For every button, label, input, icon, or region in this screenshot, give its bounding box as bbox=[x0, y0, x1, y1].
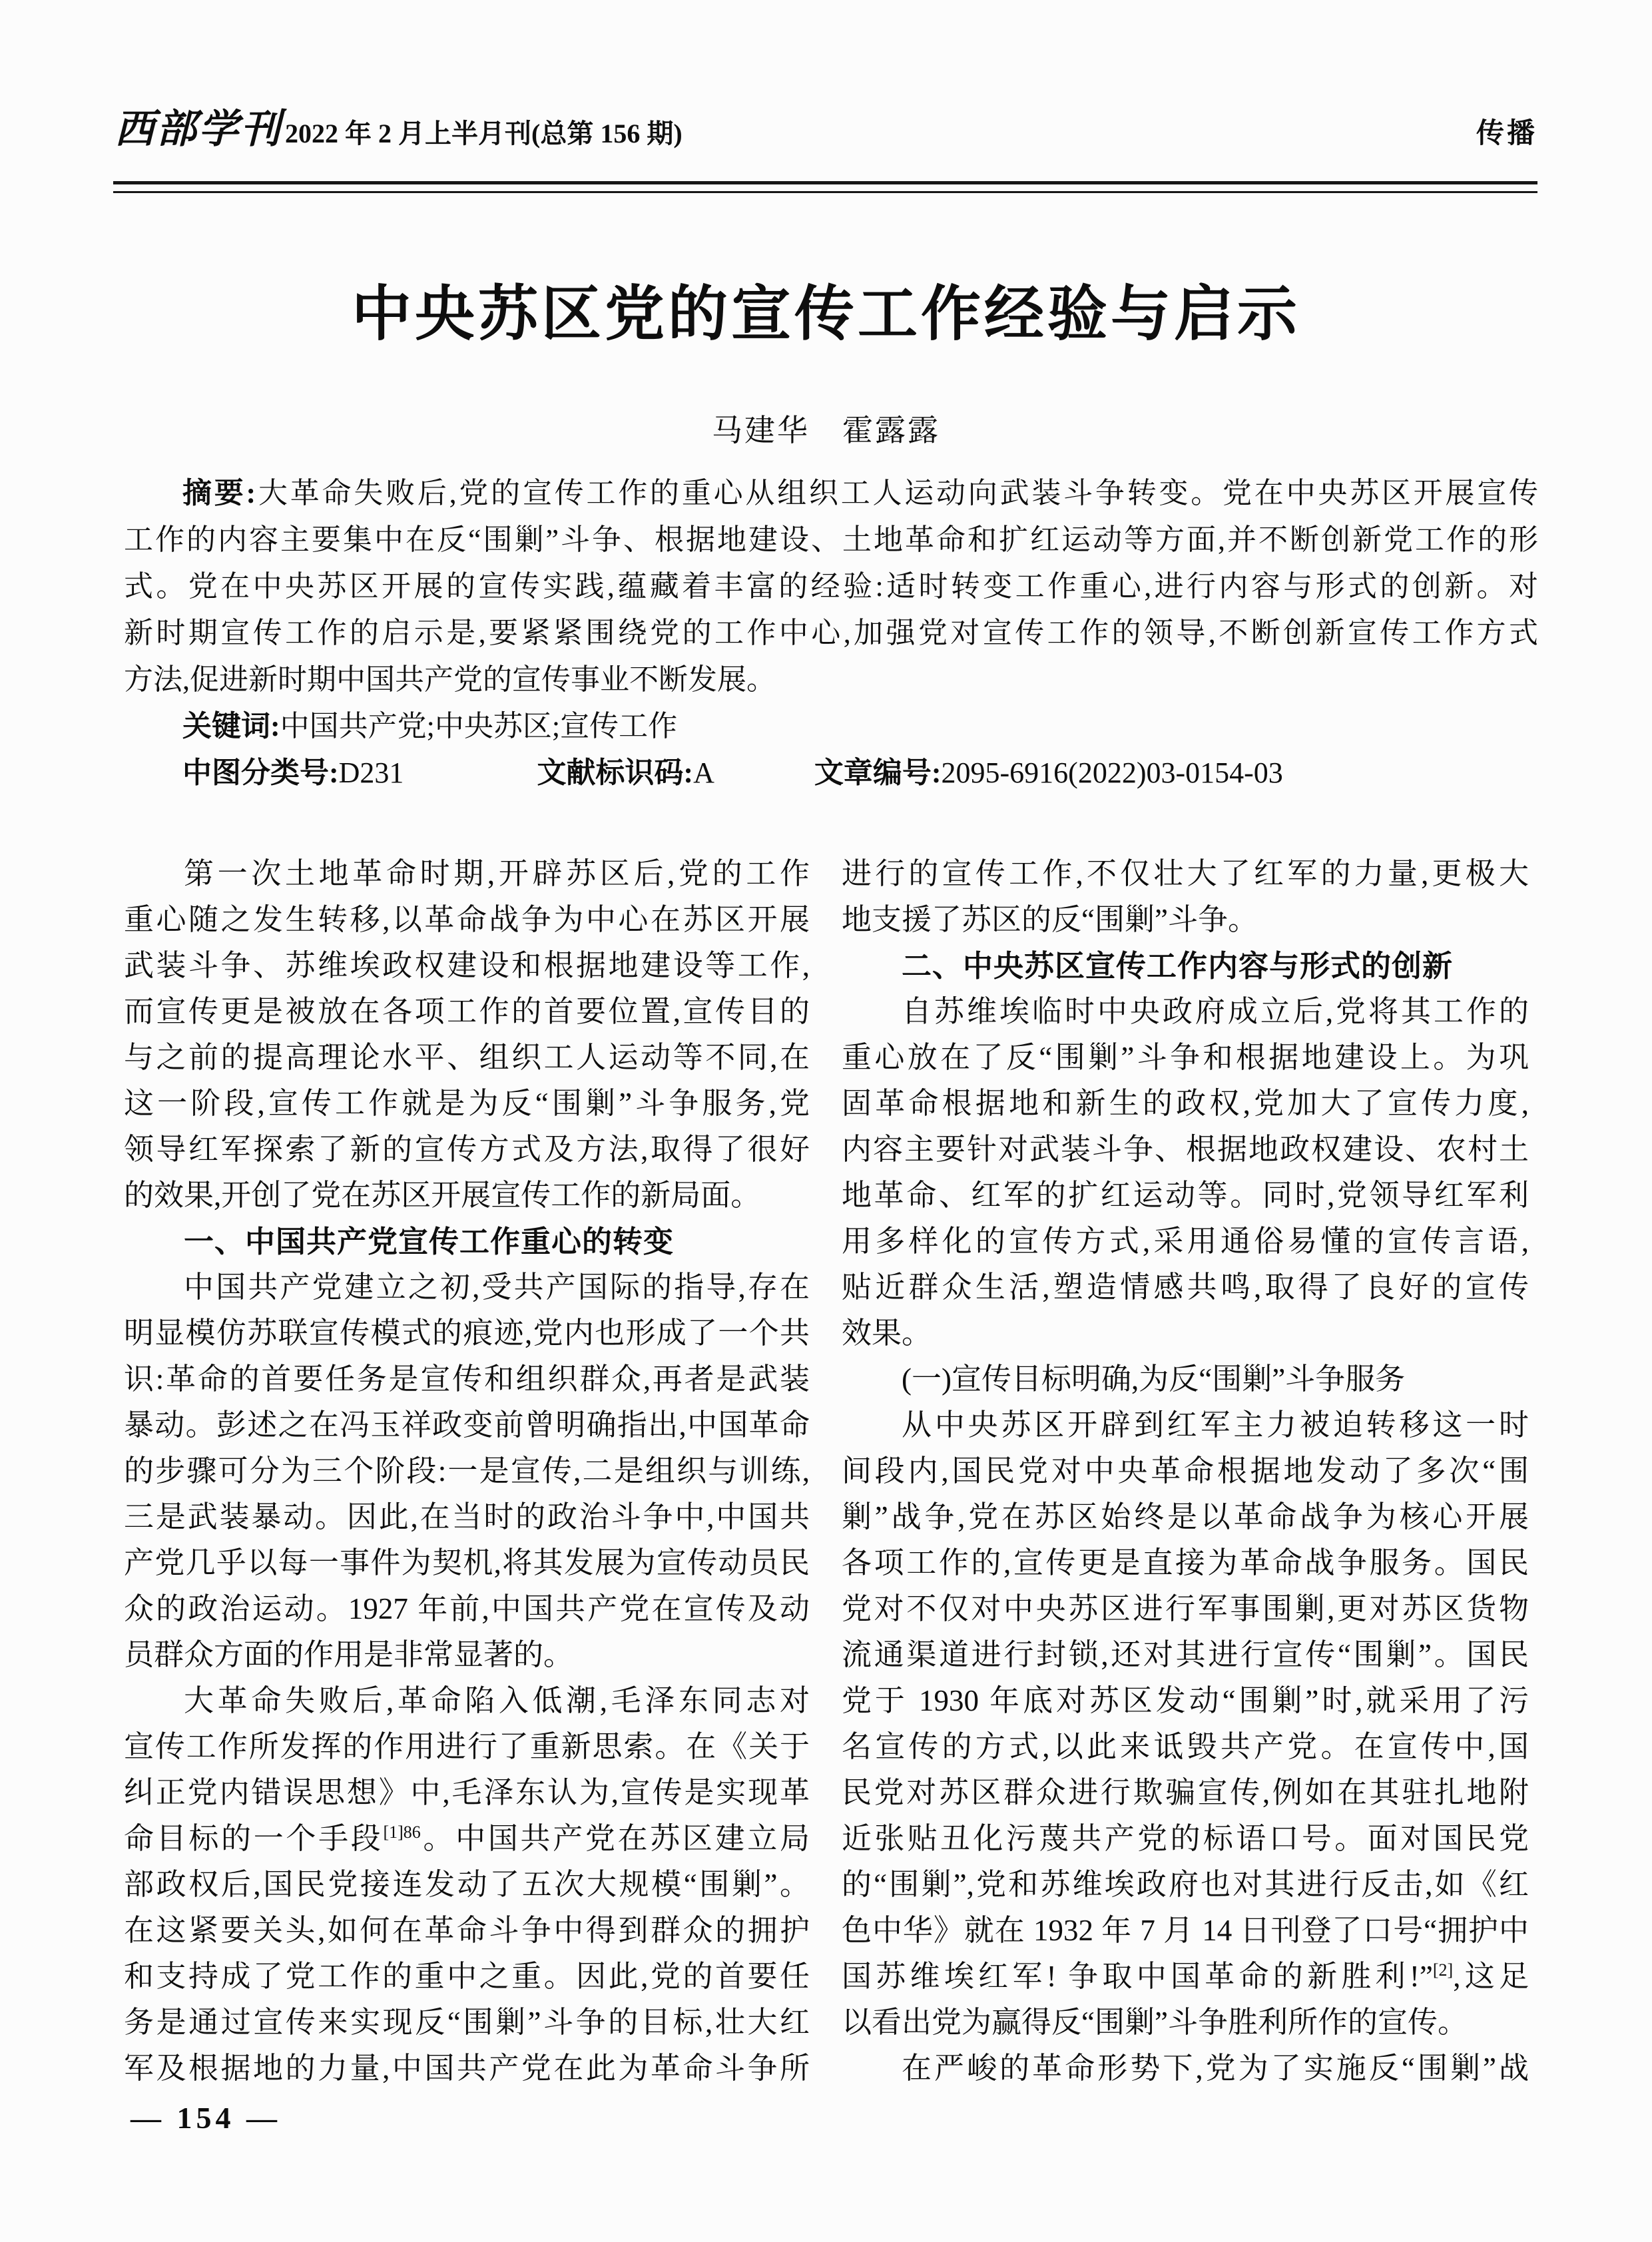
body-line: 间段内,国民党对中央革命根据地发动了多次“围 bbox=[842, 1454, 1529, 1488]
body-line: 而宣传更是被放在各项工作的首要位置,宣传目的 bbox=[124, 995, 810, 1028]
right-column bbox=[842, 851, 1529, 2092]
body-line: 三是武装暴动。因此,在当时的政治斗争中,中国共 bbox=[124, 1500, 810, 1534]
body-line: 与之前的提高理论水平、组织工人运动等不同,在 bbox=[124, 1041, 810, 1074]
keywords-line bbox=[124, 703, 1538, 750]
keywords-label: 关键词: bbox=[182, 710, 280, 742]
body-line: 内容主要针对武装斗争、根据地政权建设、农村土 bbox=[842, 1133, 1529, 1166]
body-line: 识:革命的首要任务是宣传和组织群众,再者是武装 bbox=[124, 1362, 810, 1396]
body-text: 国苏维埃红军! 争取中国革命的新胜利!” bbox=[842, 1960, 1433, 1993]
body-line: 宣传工作所发挥的作用进行了重新思索。在《关于 bbox=[124, 1730, 810, 1763]
header-rule-thin bbox=[113, 191, 1537, 193]
body-line: 产党几乎以每一事件为契机,将其发展为宣传动员民 bbox=[124, 1546, 810, 1579]
body-line: 明显模仿苏联宣传模式的痕迹,党内也形成了一个共 bbox=[124, 1316, 810, 1350]
journal-name: 西部学刊 bbox=[115, 107, 282, 151]
section-heading-1: 一、中国共产党宣传工作重心的转变 bbox=[184, 1225, 675, 1259]
body-line: 流通渠道进行封锁,还对其进行宣传“围剿”。国民 bbox=[842, 1638, 1529, 1671]
body-line-with-citation bbox=[842, 1954, 1529, 2000]
body-line: 民党对苏区群众进行欺骗宣传,例如在其驻扎地附 bbox=[842, 1776, 1529, 1809]
body-line: 剿”战争,党在苏区始终是以革命战争为核心开展 bbox=[842, 1500, 1529, 1534]
body-line: 自苏维埃临时中央政府成立后,党将其工作的 bbox=[902, 995, 1529, 1028]
abstract-text: 大革命失败后,党的宣传工作的重心从组织工人运动向武装斗争转变。党在中央苏区开展宣传 bbox=[256, 477, 1538, 509]
body-line: 大革命失败后,革命陷入低潮,毛泽东同志对 bbox=[184, 1684, 810, 1717]
body-line: 的步骤可分为三个阶段:一是宣传,二是组织与训练, bbox=[124, 1454, 810, 1488]
abstract-line: 方法,促进新时期中国共产党的宣传事业不断发展。 bbox=[124, 663, 776, 696]
body-line: 中国共产党建立之初,受共产国际的指导,存在 bbox=[184, 1270, 810, 1304]
body-line: 重心随之发生转移,以革命战争为中心在苏区开展 bbox=[124, 903, 810, 936]
body-text: 。中国共产党在苏区建立局 bbox=[420, 1822, 810, 1855]
body-line: 这一阶段,宣传工作就是为反“围剿”斗争服务,党 bbox=[124, 1087, 810, 1120]
body-line: 第一次土地革命时期,开辟苏区后,党的工作 bbox=[184, 857, 810, 890]
citation-superscript: [2] bbox=[1432, 1960, 1454, 1980]
body-line: 进行的宣传工作,不仅壮大了红军的力量,更极大 bbox=[842, 857, 1529, 890]
body-line: 近张贴丑化污蔑共产党的标语口号。面对国民党 bbox=[842, 1822, 1529, 1855]
page-number: — 154 — bbox=[131, 2101, 281, 2135]
abstract-line: 工作的内容主要集中在反“围剿”斗争、根据地建设、土地革命和扩红运动等方面,并不断创新党工作的形 bbox=[124, 523, 1538, 556]
body-line: 领导红军探索了新的宣传方式及方法,取得了很好 bbox=[124, 1133, 810, 1166]
body-line: 效果。 bbox=[842, 1316, 932, 1350]
page-header bbox=[115, 97, 1537, 154]
body-line: 用多样化的宣传方式,采用通俗易懂的宣传言语, bbox=[842, 1225, 1529, 1258]
article-title: 中央苏区党的宣传工作经验与启示 bbox=[352, 282, 1300, 348]
subsection-heading: (一)宣传目标明确,为反“围剿”斗争服务 bbox=[902, 1362, 1406, 1396]
body-line: 和支持成了党工作的重中之重。因此,党的首要任 bbox=[124, 1960, 810, 1993]
body-line: 党于 1930 年底对苏区发动“围剿”时,就采用了污 bbox=[842, 1684, 1529, 1717]
body-line: 员群众方面的作用是非常显著的。 bbox=[124, 1638, 574, 1671]
body-line: 纠正党内错误思想》中,毛泽东认为,宣传是实现革 bbox=[124, 1776, 810, 1809]
body-line-with-citation bbox=[124, 1816, 810, 1862]
abstract-label: 摘要: bbox=[182, 477, 256, 509]
doc-code-label: 文献标识码: bbox=[537, 756, 694, 789]
body-line: 固革命根据地和新生的政权,党加大了宣传力度, bbox=[842, 1087, 1529, 1120]
section-label: 传播 bbox=[1476, 119, 1537, 149]
body-line: 色中华》就在 1932 年 7 月 14 日刊登了口号“拥护中 bbox=[842, 1914, 1529, 1947]
body-line: 的“围剿”,党和苏维埃政府也对其进行反击,如《红 bbox=[842, 1868, 1529, 1901]
body-line: 地革命、红军的扩红运动等。同时,党领导红军利 bbox=[842, 1179, 1529, 1212]
body-line: 的效果,开创了党在苏区开展宣传工作的新局面。 bbox=[124, 1179, 761, 1212]
doc-code-value: A bbox=[693, 756, 714, 789]
body-line: 以看出党为赢得反“围剿”斗争胜利所作的宣传。 bbox=[842, 2006, 1468, 2039]
body-line: 从中央苏区开辟到红军主力被迫转移这一时 bbox=[902, 1408, 1529, 1442]
abstract-line: 式。党在中央苏区开展的宣传实践,蕴藏着丰富的经验:适时转变工作重心,进行内容与形式的创新。对 bbox=[124, 570, 1538, 603]
meta-line bbox=[124, 750, 1538, 796]
body-text: 命目标的一个手段 bbox=[124, 1822, 384, 1855]
body-line: 各项工作的,宣传更是直接为革命战争服务。国民 bbox=[842, 1546, 1529, 1579]
citation-superscript: [1]86 bbox=[383, 1822, 421, 1842]
body-line: 在这紧要关头,如何在革命斗争中得到群众的拥护 bbox=[124, 1914, 810, 1947]
body-line: 众的政治运动。1927 年前,中国共产党在宣传及动 bbox=[124, 1592, 810, 1625]
header-left bbox=[115, 97, 683, 154]
body-line: 武装斗争、苏维埃政权建设和根据地建设等工作, bbox=[124, 949, 810, 982]
body-line: 贴近群众生活,塑造情感共鸣,取得了良好的宣传 bbox=[842, 1270, 1529, 1304]
body-line: 务是通过宣传来实现反“围剿”斗争的目标,壮大红 bbox=[124, 2006, 810, 2039]
body-text: ,这足 bbox=[1453, 1960, 1529, 1993]
clc-value: D231 bbox=[338, 756, 404, 789]
clc-label: 中图分类号: bbox=[182, 756, 339, 789]
abstract-line: 新时期宣传工作的启示是,要紧紧围绕党的工作中心,加强党对宣传工作的领导,不断创新宣传工作方式 bbox=[124, 617, 1538, 649]
article-id-label: 文章编号: bbox=[814, 756, 942, 789]
article-authors: 马建华 霍露露 bbox=[712, 414, 940, 447]
abstract-line bbox=[124, 470, 1538, 517]
body-line: 部政权后,国民党接连发动了五次大规模“围剿”。 bbox=[124, 1868, 810, 1901]
body-line: 在严峻的革命形势下,党为了实施反“围剿”战 bbox=[902, 2052, 1529, 2085]
body-line: 军及根据地的力量,中国共产党在此为革命斗争所 bbox=[124, 2052, 810, 2085]
body-line: 重心放在了反“围剿”斗争和根据地建设上。为巩 bbox=[842, 1041, 1529, 1074]
issue-info: 2022 年 2 月上半月刊(总第 156 期) bbox=[285, 119, 683, 148]
keywords-text: 中国共产党;中央苏区;宣传工作 bbox=[280, 710, 678, 742]
header-rule-thick bbox=[113, 181, 1537, 184]
body-line: 地支援了苏区的反“围剿”斗争。 bbox=[842, 903, 1258, 936]
article-id-value: 2095-6916(2022)03-0154-03 bbox=[941, 756, 1283, 789]
body-line: 暴动。彭述之在冯玉祥政变前曾明确指出,中国革命 bbox=[124, 1408, 810, 1442]
section-heading-2: 二、中央苏区宣传工作内容与形式的创新 bbox=[902, 949, 1454, 983]
body-line: 名宣传的方式,以此来诋毁共产党。在宣传中,国 bbox=[842, 1730, 1529, 1763]
abstract-block bbox=[124, 470, 1538, 796]
left-column bbox=[124, 851, 810, 2092]
body-line: 党对不仅对中央苏区进行军事围剿,更对苏区货物 bbox=[842, 1592, 1529, 1625]
